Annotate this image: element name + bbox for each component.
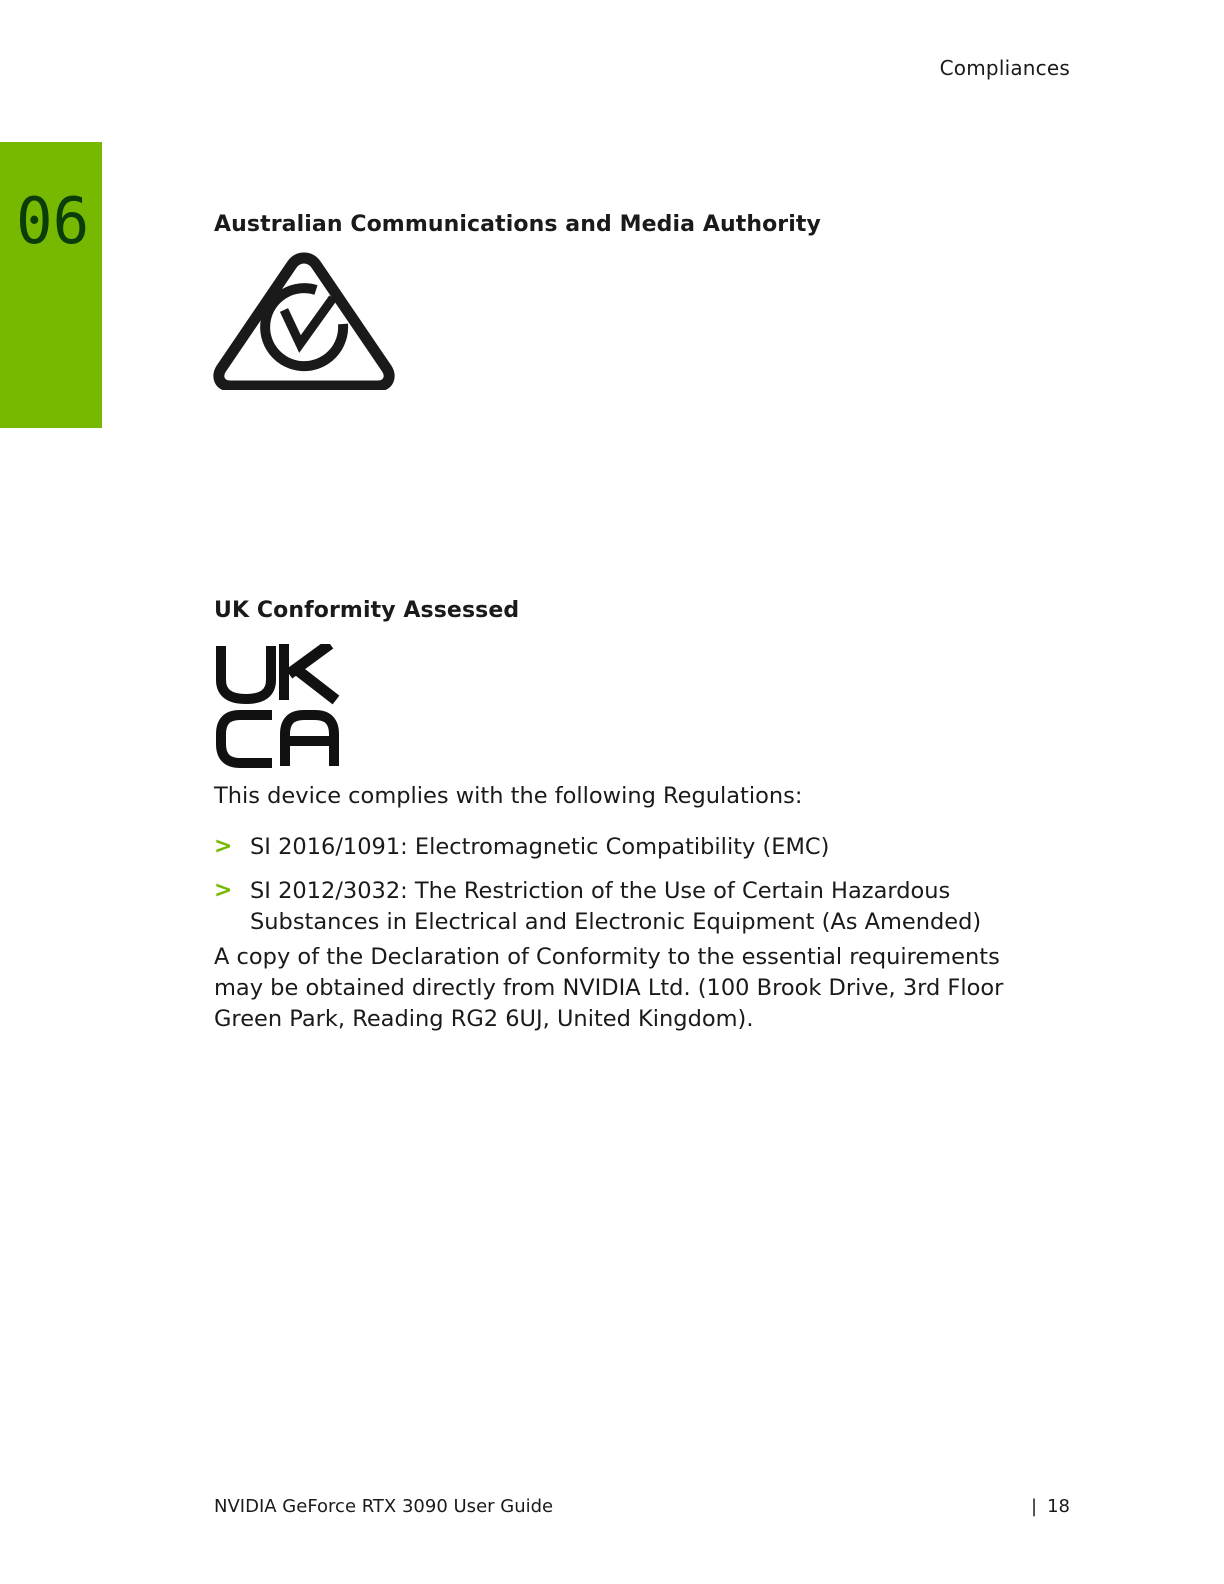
acma-heading: Australian Communications and Media Authority [214, 212, 821, 237]
page-number: 18 [1047, 1496, 1070, 1517]
declaration-paragraph: A copy of the Declaration of Conformity to the essential requirements may be obtained directly from NVIDIA Ltd. (100 Brook Drive, 3rd Floor Green Park, Reading RG2 6UJ, United Kingdom). [214, 944, 1004, 1032]
running-header: Compliances [939, 56, 1070, 80]
rcm-compliance-mark-icon [212, 252, 396, 390]
list-item [214, 876, 1074, 938]
footer-document-title: NVIDIA GeForce RTX 3090 User Guide [214, 1496, 554, 1517]
ukca-mark-icon [216, 644, 340, 768]
footer-separator: | [1031, 1496, 1038, 1517]
regulation-text: SI 2016/1091: Electromagnetic Compatibility (EMC) [250, 834, 830, 860]
ukca-heading: UK Conformity Assessed [214, 598, 520, 623]
chevron-right-icon: > [214, 834, 233, 859]
list-item [214, 832, 1074, 863]
chevron-right-icon: > [214, 878, 233, 903]
regulation-text: SI 2012/3032: The Restriction of the Use of Certain Hazardous Substances in Electrical and Electronic Equipment (As Amended) [250, 878, 982, 935]
regulations-intro: This device complies with the following Regulations: [214, 783, 803, 809]
chapter-number: 06 [16, 185, 90, 259]
footer-page-number [1031, 1496, 1070, 1517]
regulations-list [214, 832, 1074, 951]
